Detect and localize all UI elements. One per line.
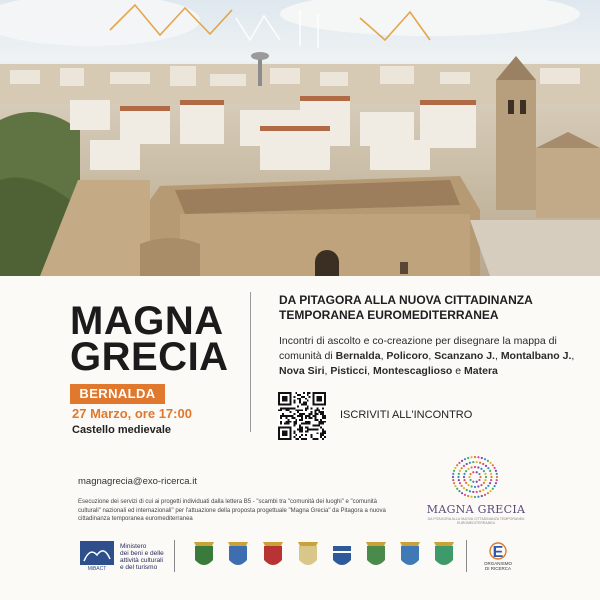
headline-line-1: DA PITAGORA ALLA NUOVA CITTADINANZA bbox=[279, 293, 533, 307]
event-title bbox=[70, 299, 250, 379]
vertical-divider bbox=[250, 292, 251, 432]
signup-link[interactable]: ISCRIVITI ALL'INCONTRO bbox=[340, 409, 473, 421]
title-line-1: MAGNA bbox=[70, 299, 224, 343]
exo-subtitle bbox=[478, 561, 518, 571]
separator: , bbox=[380, 350, 387, 362]
municipal-crest-icon bbox=[192, 540, 216, 572]
municipal-crest-icon bbox=[226, 540, 250, 572]
description-intro: Incontri di ascolto e co-creazione per disegnare la mappa di comunità di bbox=[279, 335, 557, 362]
conjunction: e bbox=[452, 365, 465, 377]
municipal-crest-icon bbox=[398, 540, 422, 572]
contact-email[interactable]: magnagrecia@exo-ricerca.it bbox=[78, 476, 197, 487]
municipal-crest-icon bbox=[432, 540, 456, 572]
separator: , bbox=[494, 350, 501, 362]
funding-fine-print: Esecuzione dei servizi di cui ai progetti individuati dalla lettera B5 - "scambi tra "comunità dei luoghi" e "comunità culturali" nazionali ed internazionali" per l'attuazione della proposta progettuale "Magna Grecia" da Pitagora a nuova cittadinanza temporanea euromediterranea bbox=[78, 499, 386, 522]
place-name: Montescaglioso bbox=[373, 365, 453, 377]
ministry-line: Ministero bbox=[120, 543, 147, 550]
place-name: Scanzano J. bbox=[434, 350, 495, 362]
event-venue: Castello medievale bbox=[72, 424, 172, 436]
ministry-acronym: MiBACT bbox=[87, 566, 107, 571]
footer-separator bbox=[174, 540, 175, 572]
municipal-crest-icon bbox=[364, 540, 388, 572]
place-name: Montalbano J. bbox=[500, 350, 572, 362]
separator: , bbox=[367, 365, 373, 377]
event-headline bbox=[279, 293, 579, 323]
logo-subtitle: DA PITAGORA ALLA NUOVA CITTADINANZA TEMPORANEA EUROMEDITERRANEA bbox=[427, 517, 525, 525]
place-name: Nova Siri bbox=[279, 365, 325, 377]
separator: , bbox=[571, 350, 575, 362]
title-line-2: GRECIA bbox=[70, 335, 229, 379]
ministry-logo-icon bbox=[80, 541, 114, 571]
svg-text:E: E bbox=[492, 544, 504, 561]
hero-photo bbox=[0, 0, 600, 276]
town-illustration bbox=[0, 0, 600, 276]
municipal-crest-icon bbox=[296, 540, 320, 572]
place-name: Policoro bbox=[386, 350, 429, 362]
ministry-line: dei beni e delle bbox=[120, 550, 164, 557]
event-date: 27 Marzo, ore 17:00 bbox=[72, 406, 192, 421]
place-name: Bernalda bbox=[335, 350, 381, 362]
ministry-line: attività culturali bbox=[120, 557, 163, 564]
separator: , bbox=[324, 365, 331, 377]
footer-separator bbox=[466, 540, 467, 572]
ministry-line: e del turismo bbox=[120, 564, 158, 571]
exo-line: DI RICERCA bbox=[484, 566, 511, 571]
qr-code-icon[interactable] bbox=[278, 392, 326, 440]
municipal-crest-icon bbox=[330, 540, 354, 572]
place-name: Matera bbox=[464, 365, 498, 377]
place-badge: BERNALDA bbox=[70, 384, 165, 404]
exo-line: ORGANISMO bbox=[483, 561, 512, 566]
exo-logo-icon bbox=[478, 541, 518, 561]
municipal-crest-icon bbox=[261, 540, 285, 572]
headline-line-2: TEMPORANEA EUROMEDITERRANEA bbox=[279, 308, 499, 322]
event-description bbox=[279, 334, 579, 379]
separator: , bbox=[428, 350, 435, 362]
place-name: Pisticci bbox=[330, 365, 368, 377]
ministry-name bbox=[120, 543, 180, 571]
logo-name: MAGNA GRECIA bbox=[426, 503, 526, 516]
magna-grecia-logo-icon bbox=[440, 452, 510, 502]
